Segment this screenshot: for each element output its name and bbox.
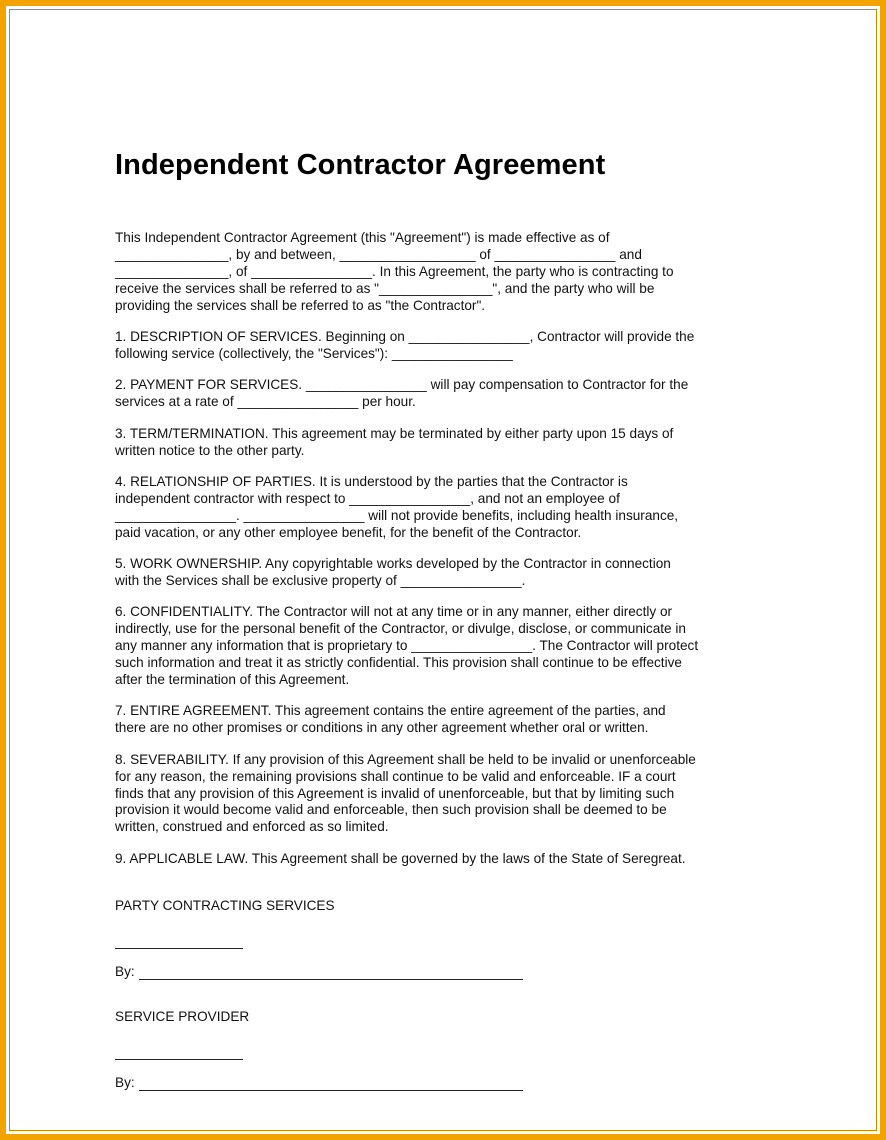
signature-name-blank (115, 936, 243, 949)
section-line: 9. APPLICABLE LAW. This Agreement shall be governed by the laws of the State of Seregreat. (115, 850, 686, 866)
section-applicable-law (115, 851, 745, 868)
section-confidentiality (115, 604, 745, 689)
signature-by-label: By: (115, 963, 135, 979)
signature-name-blank (115, 1047, 243, 1060)
section-line: there are no other promises or conditions in any other agreement whether oral or written. (115, 720, 649, 736)
section-line: 8. SEVERABILITY. If any provision of this Agreement shall be held to be invalid or unenforceable (115, 751, 696, 767)
section-line: for any reason, the remaining provisions shall continue to be valid and enforceable. IF a court (115, 768, 676, 784)
section-line: written notice to the other party. (115, 442, 305, 458)
section-term-termination (115, 426, 745, 460)
section-line: independent contractor with respect to ________________, and not an employee of (115, 490, 620, 506)
section-line: after the termination of this Agreement. (115, 672, 350, 688)
signature-label-party-contracting: PARTY CONTRACTING SERVICES (115, 897, 335, 913)
section-relationship-of-parties (115, 474, 745, 542)
section-line: provision it would become valid and enforceable, then such provision shall be deemed to be (115, 802, 667, 818)
section-line: ________________. ________________ will not provide benefits, including health insurance, (115, 507, 679, 523)
signature-label-service-provider: SERVICE PROVIDER (115, 1008, 250, 1024)
section-line: written, construed and enforced as so limited. (115, 819, 389, 835)
section-line: 6. CONFIDENTIALITY. The Contractor will not at any time or in any manner, either directly or (115, 604, 673, 620)
section-line: with the Services shall be exclusive property of ________________. (115, 573, 526, 588)
section-severability (115, 752, 745, 837)
section-line: 4. RELATIONSHIP OF PARTIES. It is understood by the parties that the Contractor is (115, 473, 628, 489)
signature-by-blank (139, 1078, 523, 1091)
section-work-ownership (115, 556, 745, 590)
intro-line: _______________, of ________________. In this Agreement, the party who is contracting to (115, 263, 674, 279)
section-line: following service (collectively, the "Services"): ________________ (115, 345, 513, 361)
section-entire-agreement (115, 703, 745, 737)
document (115, 147, 745, 1091)
section-line: paid vacation, or any other employee benefit, for the benefit of the Contractor. (115, 524, 582, 540)
section-payment-for-services (115, 377, 745, 411)
section-line: 3. TERM/TERMINATION. This agreement may be terminated by either party upon 15 days of (115, 425, 674, 441)
document-title: Independent Contractor Agreement (115, 149, 606, 181)
signature-by-label: By: (115, 1074, 135, 1090)
section-line: finds that any provision of this Agreement is invalid of unenforceable, but that by limiting such (115, 785, 675, 801)
section-line: 7. ENTIRE AGREEMENT. This agreement contains the entire agreement of the parties, and (115, 703, 666, 719)
intro-line: This Independent Contractor Agreement (this "Agreement") is made effective as of (115, 230, 610, 245)
section-line: 5. WORK OWNERSHIP. Any copyrightable works developed by the Contractor in connection (115, 556, 671, 572)
section-line: indirectly, use for the personal benefit of the Contractor, or divulge, disclose, or communicate in (115, 621, 686, 637)
section-line: such information and treat it as strictly confidential. This provision shall continue to be effective (115, 655, 682, 671)
signature-by-line (115, 963, 745, 980)
signature-by-line (115, 1074, 745, 1091)
signature-by-blank (139, 967, 523, 980)
intro-line: receive the services shall be referred to as "_______________", and the party who will be (115, 280, 655, 296)
intro-line: providing the services shall be referred to as "the Contractor". (115, 297, 486, 313)
intro-line: _______________, by and between, __________________ of ________________ and (115, 246, 642, 262)
section-line: 1. DESCRIPTION OF SERVICES. Beginning on ________________, Contractor will provide the (115, 329, 695, 345)
section-line: 2. PAYMENT FOR SERVICES. ________________ will pay compensation to Contractor for the (115, 377, 689, 393)
section-line: services at a rate of ________________ per hour. (115, 394, 416, 410)
section-line: any manner any information that is proprietary to ________________. The Contractor will protect (115, 638, 699, 654)
section-description-of-services (115, 329, 745, 363)
intro-paragraph (115, 230, 745, 315)
